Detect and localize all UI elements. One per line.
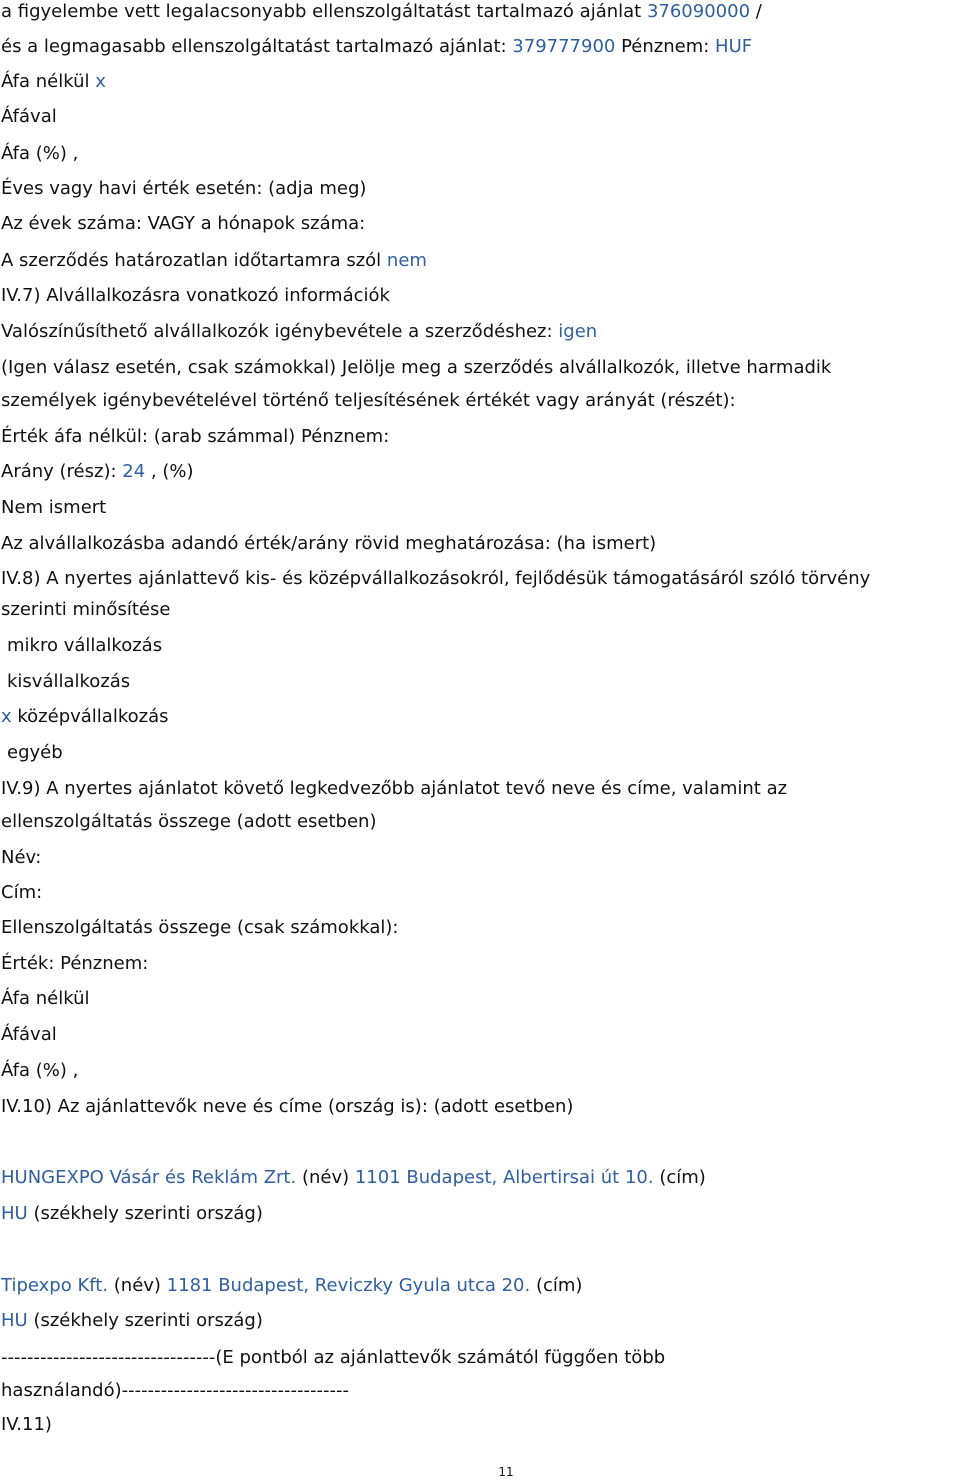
filled-value: 24 — [122, 461, 146, 482]
text-line: Áfa (%) , — [1, 143, 79, 164]
option-item: kisvállalkozás — [7, 671, 131, 692]
text-line: Nem ismert — [1, 497, 107, 518]
filled-value: igen — [558, 321, 598, 342]
text-line: (Igen válasz esetén, csak számokkal) Jelölje meg a szerződés alvállalkozók, illetve harmadik — [1, 357, 832, 378]
bidder-name: Tipexpo Kft. — [1, 1275, 109, 1296]
section-heading: IV.11) — [1, 1414, 52, 1435]
text-line: Az évek száma: VAGY a hónapok száma: — [1, 213, 366, 234]
option-item: mikro vállalkozás — [7, 635, 163, 656]
country-code: HU — [1, 1203, 28, 1224]
section-heading: IV.10) Az ajánlattevők neve és címe (ország is): (adott esetben) — [1, 1096, 574, 1117]
text-line: Név: — [1, 847, 42, 868]
page-number: 11 — [498, 1465, 514, 1479]
bidder-address: 1101 Budapest, Albertirsai út 10. — [354, 1167, 654, 1188]
text-line: Cím: — [1, 882, 43, 903]
option-item: egyéb — [7, 742, 63, 763]
separator-note: ---------------------------------(E pontból az ajánlattevők számától függően több — [1, 1347, 666, 1368]
text-line: ellenszolgáltatás összege (adott esetben) — [1, 811, 377, 832]
selection-mark: x — [1, 706, 12, 727]
text-line: Éves vagy havi érték esetén: (adja meg) — [1, 178, 367, 199]
filled-value: nem — [386, 250, 427, 271]
text-line: Arány (rész): 24 , (%) — [1, 461, 194, 482]
bidder-entry: HUNGEXPO Vásár és Reklám Zrt. (név) 1101 Budapest, Albertirsai út 10. (cím) — [1, 1167, 706, 1188]
filled-value: HUF — [715, 36, 753, 57]
text-line: Áfa (%) , — [1, 1060, 79, 1081]
text-line: Valószínűsíthető alvállalkozók igénybevétele a szerződéshez: igen — [1, 321, 598, 342]
text-line: Áfa nélkül — [1, 988, 90, 1009]
text-line: Érték: Pénznem: — [1, 953, 149, 974]
bidder-country: HU (székhely szerinti ország) — [1, 1310, 263, 1331]
bidder-entry: Tipexpo Kft. (név) 1181 Budapest, Reviczky Gyula utca 20. (cím) — [1, 1275, 583, 1296]
bidder-address: 1181 Budapest, Reviczky Gyula utca 20. — [166, 1275, 531, 1296]
section-heading: IV.8) A nyertes ajánlattevő kis- és középvállalkozásokról, fejlődésük támogatásáról szóló törvény — [1, 568, 871, 589]
text-line: Áfa nélkül x — [1, 71, 106, 92]
option-item-selected: x középvállalkozás — [1, 706, 169, 727]
filled-value: 376090000 — [646, 1, 751, 22]
bidder-name: HUNGEXPO Vásár és Reklám Zrt. — [1, 1167, 297, 1188]
section-heading: IV.9) A nyertes ajánlatot követő legkedvezőbb ajánlatot tevő neve és címe, valamint az — [1, 778, 788, 799]
text-line: és a legmagasabb ellenszolgáltatást tartalmazó ajánlat: 379777900 Pénznem: HUF — [1, 36, 753, 57]
bidder-country: HU (székhely szerinti ország) — [1, 1203, 263, 1224]
text-line: Érték áfa nélkül: (arab számmal) Pénznem: — [1, 426, 390, 447]
filled-value: 379777900 — [512, 36, 616, 57]
text-line: Áfával — [1, 106, 57, 127]
text-line: személyek igénybevételével történő teljesítésének értékét vagy arányát (részét): — [1, 390, 736, 411]
text-line: Ellenszolgáltatás összege (csak számokkal): — [1, 917, 399, 938]
text-line: a figyelembe vett legalacsonyabb ellenszolgáltatást tartalmazó ajánlat 376090000 / — [1, 1, 762, 22]
country-code: HU — [1, 1310, 28, 1331]
text-line: Az alvállalkozásba adandó érték/arány rövid meghatározása: (ha ismert) — [1, 533, 657, 554]
filled-value: x — [95, 71, 106, 92]
section-heading: IV.7) Alvállalkozásra vonatkozó információk — [1, 285, 390, 306]
separator-note: használandó)----------------------------------- — [1, 1380, 349, 1401]
text-line: A szerződés határozatlan időtartamra szól nem — [1, 250, 427, 271]
text-line: Áfával — [1, 1024, 57, 1045]
text-line: szerinti minősítése — [1, 599, 171, 620]
